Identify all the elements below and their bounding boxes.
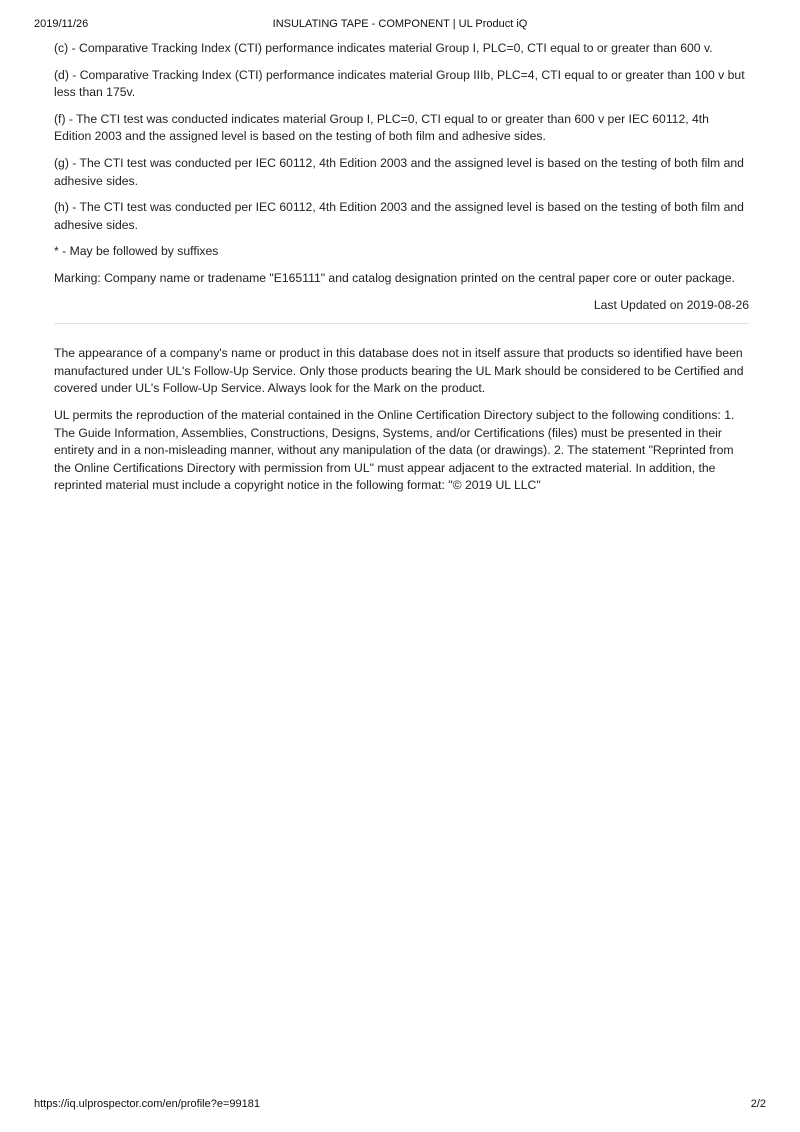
main-content bbox=[54, 40, 749, 504]
print-footer bbox=[34, 1098, 766, 1112]
footnote-d: (d) - Comparative Tracking Index (CTI) performance indicates material Group IIIb, PLC=4, CTI equal to or greater than 100 v but less than 175v. bbox=[54, 67, 745, 100]
print-header bbox=[34, 18, 766, 34]
footnote-c: (c) - Comparative Tracking Index (CTI) performance indicates material Group I, PLC=0, CTI equal to or greater than 600 v. bbox=[54, 41, 713, 55]
reproduction-conditions: UL permits the reproduction of the material contained in the Online Certification Directory subject to the following conditions: 1. The Guide Information, Assemblies, Constructions, Designs, Systems, and/or Certifications (files) must be presented in their entirety and in a non-misleading manner, without any manipulation of the data (or drawings). 2. The statement "Reprinted from the Online Certifications Directory with permission from UL" must appear adjacent to the extracted material. In addition, the reprinted material must include a copyright notice in the following format: "© 2019 UL LLC" bbox=[54, 407, 735, 493]
last-updated: Last Updated on 2019-08-26 bbox=[593, 297, 749, 312]
print-date: 2019/11/26 bbox=[34, 18, 89, 30]
page-url: https://iq.ulprospector.com/en/profile?e=99181 bbox=[34, 1098, 260, 1110]
disclaimer-paragraph: The appearance of a company's name or product in this database does not in itself assure that products so identified have been manufactured under UL's Follow-Up Service. Only those products bearing the UL Mark should be considered to be Certified and covered under UL's Follow-Up Service. Always look for the Mark on the product. bbox=[54, 346, 744, 396]
footnote-f: (f) - The CTI test was conducted indicates material Group I, PLC=0, CTI equal to or greater than 600 v per IEC 60112, 4th Edition 2003 and the assigned level is based on the testing of both film and adhesive sides. bbox=[54, 111, 709, 144]
page-title: INSULATING TAPE - COMPONENT | UL Product iQ bbox=[272, 18, 528, 30]
suffix-note: * - May be followed by suffixes bbox=[54, 244, 219, 259]
section-divider bbox=[54, 323, 749, 324]
footnotes-list bbox=[54, 40, 749, 261]
footnote-h: (h) - The CTI test was conducted per IEC 60112, 4th Edition 2003 and the assigned level is based on the testing of both film and adhesive sides. bbox=[54, 200, 744, 232]
marking-text: Marking: Company name or tradename "E165111" and catalog designation printed on the central paper core or outer package. bbox=[54, 270, 735, 285]
page-number: 2/2 bbox=[750, 1098, 766, 1110]
disclaimer bbox=[54, 345, 749, 495]
footnote-g: (g) - The CTI test was conducted per IEC 60112, 4th Edition 2003 and the assigned level is based on the testing of both film and adhesive sides. bbox=[54, 155, 744, 188]
